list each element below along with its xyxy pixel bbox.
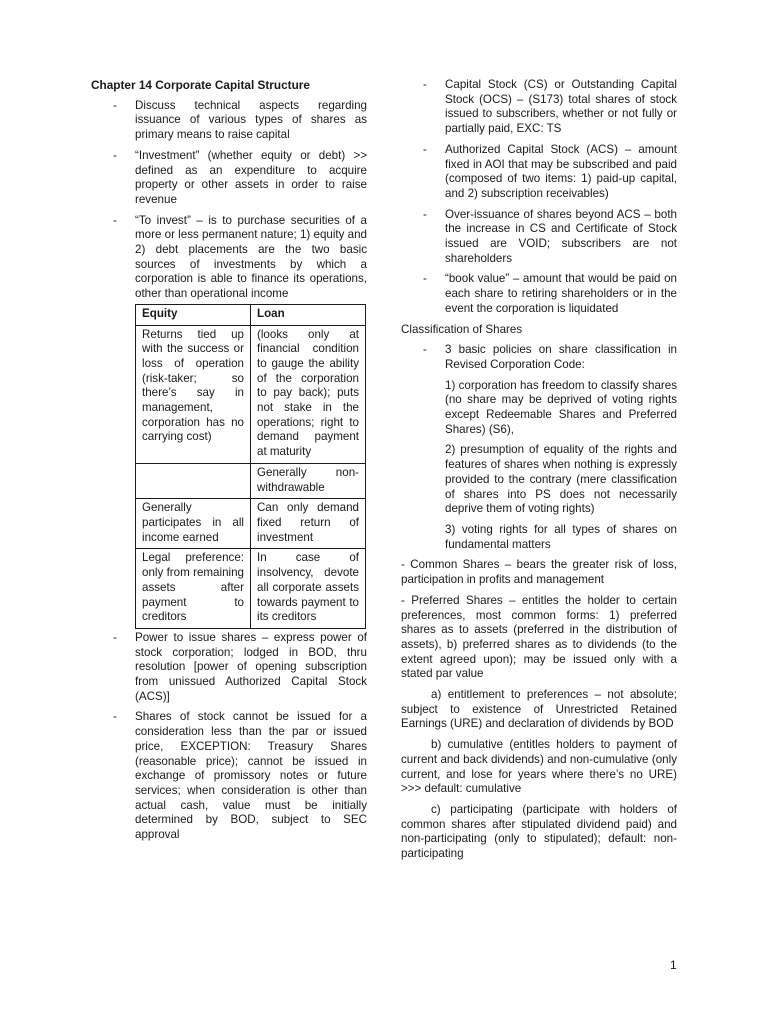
right-column xyxy=(401,78,677,868)
left-column xyxy=(91,78,367,849)
table-cell: Returns tied up with the success or loss of operation (risk-taker; so there’s say in management, corporation has no carrying cost) xyxy=(136,325,251,463)
table-cell: (looks only at financial condition to gauge the ability of the corporation to pay back); puts not stake in the operations; right to demand payment at maturity xyxy=(251,325,366,463)
section-heading: Classification of Shares xyxy=(401,322,523,336)
table-cell: Generally participates in all income earned xyxy=(136,499,251,549)
policy-item: 2) presumption of equality of the rights and features of shares when nothing is expressly provided to the contrary (mere classification of shares into PS does not necessarily deprive them of voting rights) xyxy=(445,443,677,516)
preferred-item: a) entitlement to preferences – not absolute; subject to existence of Unrestricted Retained Earnings (URE) and declaration of dividends by BOD xyxy=(401,688,677,731)
shares-issuance-list xyxy=(91,631,367,843)
list-item: - Over-issuance of shares beyond ACS – both the increase in CS and Certificate of Stock issued are VOID; subscribers are not shareholders xyxy=(401,208,677,267)
intro-list xyxy=(91,99,367,302)
preferred-item: b) cumulative (entitles holders to payment of current and back dividends) and non-cumulative (only current, and lose for years where there’s no URE) >>> default: cumulative xyxy=(401,738,677,796)
list-item: - Authorized Capital Stock (ACS) – amount fixed in AOI that may be subscribed and paid (composed of two items: 1) paid-up capital, and 2) subscription receivables) xyxy=(401,143,677,202)
policy-item: 3) voting rights for all types of shares on fundamental matters xyxy=(445,522,677,551)
table-row xyxy=(136,499,366,549)
list-item: - Discuss technical aspects regarding issuance of various types of shares as primary means to raise capital xyxy=(91,99,367,143)
list-item: - Power to issue shares – express power of stock corporation; lodged in BOD, thru resolution [power of opening subscription from unissued Authorized Capital Stock (ACS)] xyxy=(91,631,367,705)
table-row xyxy=(136,549,366,629)
table-row xyxy=(136,463,366,498)
table-header-loan: Loan xyxy=(251,304,366,325)
list-item: - Capital Stock (CS) or Outstanding Capital Stock (OCS) – (S173) total shares of stock issued to subscribers, whether or not fully or partially paid, EXC: TS xyxy=(401,78,677,137)
list-item: - “book value” – amount that would be paid on each share to retiring shareholders or in the event the corporation is liquidated xyxy=(401,272,677,316)
equity-loan-table xyxy=(135,304,366,629)
table-cell: Legal preference: only from remaining assets after payment to creditors xyxy=(136,549,251,629)
table-cell: In case of insolvency, devote all corporate assets towards payment to its creditors xyxy=(251,549,366,629)
preferred-shares-paragraph: - Preferred Shares – entitles the holder to certain preferences, most common forms: 1) preferred shares as to assets (preferred in the distribution of assets), b) preferred shares as to dividends (to the extent agreed upon); may be issued only with a stated par value xyxy=(401,593,677,681)
common-shares-paragraph: - Common Shares – bears the greater risk of loss, participation in profits and management xyxy=(401,558,677,587)
list-item: - 3 basic policies on share classification in Revised Corporation Code: xyxy=(401,343,677,372)
table-header-row xyxy=(136,304,366,325)
list-item: - “To invest” – is to purchase securities of a more or less permanent nature; 1) equity and 2) debt placements are the two basic sources of investments by which a corporation is able to finance its operations, other than operational income xyxy=(91,214,367,302)
list-item: - “Investment” (whether equity or debt) >> defined as an expenditure to acquire property or other assets in order to raise revenue xyxy=(91,149,367,208)
table-cell: Generally non-withdrawable xyxy=(251,463,366,498)
chapter-title: Chapter 14 Corporate Capital Structure xyxy=(91,78,310,92)
table-cell xyxy=(136,463,251,498)
table-row xyxy=(136,325,366,463)
page-number: 1 xyxy=(670,958,677,972)
table-header-equity: Equity xyxy=(136,304,251,325)
capital-definitions-list xyxy=(401,78,677,317)
policy-item: 1) corporation has freedom to classify shares (no share may be deprived of voting rights except Redeemable Shares and Preferred Shares) (S6), xyxy=(445,378,677,436)
table-cell: Can only demand fixed return of investment xyxy=(251,499,366,549)
policies-list xyxy=(401,343,677,372)
preferred-item: c) participating (participate with holders of common shares after stipulated dividend paid) and non-participating (only to stipulated); default: non-participating xyxy=(401,802,677,861)
list-item: - Shares of stock cannot be issued for a consideration less than the par or issued price, EXCEPTION: Treasury Shares (reasonable price); cannot be issued in exchange of promissory notes or future services; when consideration is other than actual cash, value must be initially determined by BOD, subject to SEC approval xyxy=(91,710,367,842)
